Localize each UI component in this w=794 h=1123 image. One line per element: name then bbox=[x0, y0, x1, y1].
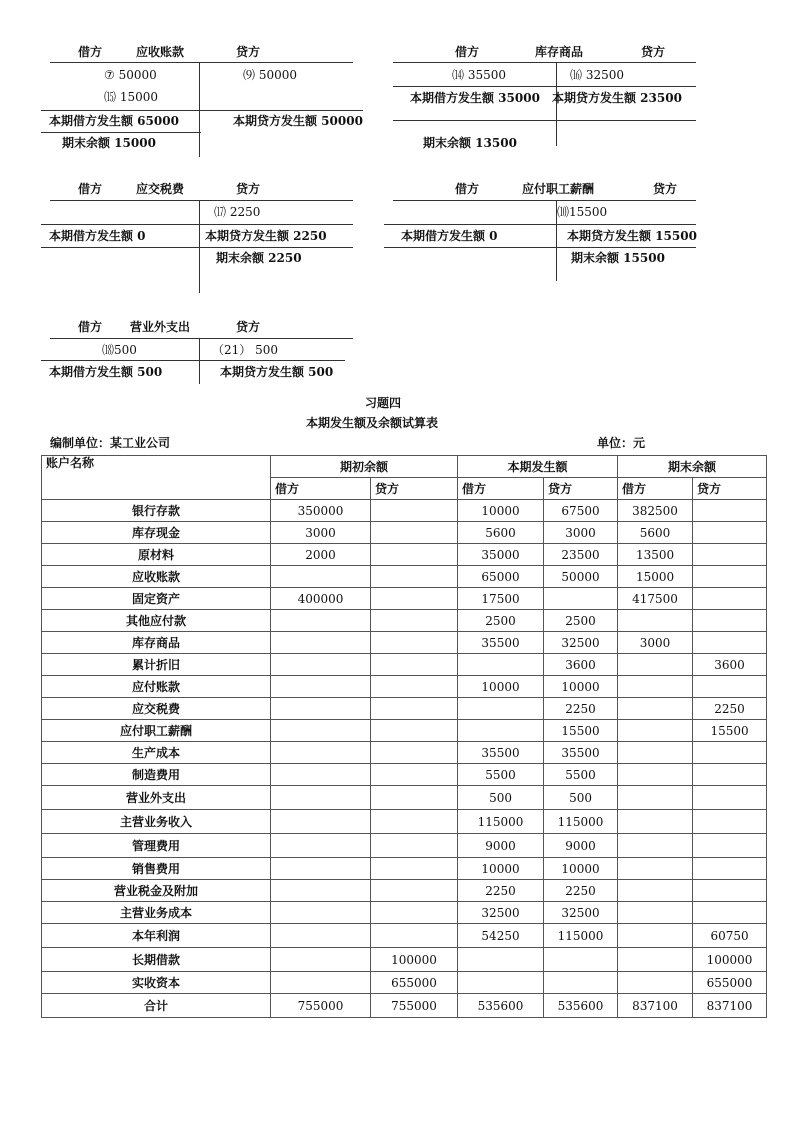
opening-debit-cell: 755000 bbox=[271, 994, 371, 1018]
period-credit-cell: 50000 bbox=[544, 566, 618, 588]
credit-entry: ⒃ 32500 bbox=[570, 68, 624, 82]
ending-debit-cell bbox=[618, 698, 693, 720]
opening-credit-cell: 755000 bbox=[371, 994, 458, 1018]
opening-credit-cell bbox=[371, 654, 458, 676]
t-sum-line bbox=[41, 224, 353, 225]
credit-entry: ⑼ 50000 bbox=[243, 68, 297, 82]
credit-sum: 本期贷方发生额 500 bbox=[220, 365, 334, 379]
ending-debit-cell bbox=[618, 764, 693, 786]
debit-sum: 本期借方发生额 0 bbox=[401, 229, 498, 243]
credit-sum: 本期贷方发生额 15500 bbox=[567, 229, 697, 243]
period-debit-cell: 17500 bbox=[458, 588, 544, 610]
table-row bbox=[42, 902, 767, 924]
account-title: 库存商品 bbox=[535, 45, 584, 59]
account-name-cell: 实收资本 bbox=[42, 972, 271, 994]
debit-sum: 本期借方发生额 500 bbox=[49, 365, 163, 379]
account-name-cell: 累计折旧 bbox=[42, 654, 271, 676]
ending-credit-cell: 837100 bbox=[693, 994, 767, 1018]
opening-debit-cell: 400000 bbox=[271, 588, 371, 610]
ending-debit-cell: 837100 bbox=[618, 994, 693, 1018]
period-debit-cell bbox=[458, 720, 544, 742]
account-name-cell: 原材料 bbox=[42, 544, 271, 566]
ending-credit-cell bbox=[693, 610, 767, 632]
ending-debit-cell bbox=[618, 834, 693, 858]
ending-debit-cell bbox=[618, 610, 693, 632]
ending-debit-cell bbox=[618, 924, 693, 948]
ending-balance: 期末余额 15500 bbox=[571, 251, 665, 265]
col-header-account-name: 账户名称 bbox=[42, 456, 271, 500]
period-credit-cell: 115000 bbox=[544, 810, 618, 834]
opening-debit-cell bbox=[271, 654, 371, 676]
currency-unit: 单位：元 bbox=[597, 436, 646, 450]
account-name-cell: 本年利润 bbox=[42, 924, 271, 948]
credit-label: 贷方 bbox=[641, 45, 666, 59]
opening-debit-cell bbox=[271, 676, 371, 698]
ending-credit-cell bbox=[693, 676, 767, 698]
table-total-row bbox=[42, 994, 767, 1018]
t-top-line bbox=[393, 62, 696, 63]
period-debit-cell: 54250 bbox=[458, 924, 544, 948]
opening-debit-cell bbox=[271, 948, 371, 972]
period-credit-cell: 2250 bbox=[544, 698, 618, 720]
ending-credit-cell bbox=[693, 810, 767, 834]
period-credit-cell: 115000 bbox=[544, 924, 618, 948]
table-row bbox=[42, 810, 767, 834]
period-debit-cell: 535600 bbox=[458, 994, 544, 1018]
period-debit-cell: 10000 bbox=[458, 676, 544, 698]
opening-debit-cell bbox=[271, 786, 371, 810]
account-name-cell: 合计 bbox=[42, 994, 271, 1018]
account-name-cell: 应交税费 bbox=[42, 698, 271, 720]
debit-label: 借方 bbox=[78, 182, 103, 196]
opening-debit-cell bbox=[271, 972, 371, 994]
account-name-cell: 营业税金及附加 bbox=[42, 880, 271, 902]
opening-debit-cell bbox=[271, 698, 371, 720]
table-row bbox=[42, 924, 767, 948]
debit-entry: ⒅500 bbox=[102, 343, 137, 357]
ending-credit-cell: 15500 bbox=[693, 720, 767, 742]
opening-credit-cell bbox=[371, 786, 458, 810]
period-credit-cell: 67500 bbox=[544, 500, 618, 522]
ending-debit-cell bbox=[618, 786, 693, 810]
credit-label: 贷方 bbox=[236, 182, 261, 196]
credit-entry: （21） 500 bbox=[212, 343, 278, 357]
debit-label: 借方 bbox=[455, 182, 480, 196]
account-name-cell: 销售费用 bbox=[42, 858, 271, 880]
period-debit-cell: 35500 bbox=[458, 632, 544, 654]
ending-debit-cell: 15000 bbox=[618, 566, 693, 588]
debit-entry: ⑦ 50000 bbox=[104, 68, 157, 82]
col-group-period-activity: 本期发生额 bbox=[458, 456, 618, 478]
ending-debit-cell bbox=[618, 948, 693, 972]
table-row bbox=[42, 742, 767, 764]
table-row bbox=[42, 948, 767, 972]
ending-credit-cell: 60750 bbox=[693, 924, 767, 948]
table-row bbox=[42, 566, 767, 588]
table-row bbox=[42, 880, 767, 902]
exercise-title: 习题四 bbox=[365, 396, 402, 410]
period-debit-cell: 32500 bbox=[458, 902, 544, 924]
ending-debit-cell bbox=[618, 972, 693, 994]
ending-credit-cell bbox=[693, 566, 767, 588]
opening-credit-cell bbox=[371, 544, 458, 566]
period-debit-cell: 500 bbox=[458, 786, 544, 810]
account-name-cell: 主营业务成本 bbox=[42, 902, 271, 924]
table-title: 本期发生额及余额试算表 bbox=[306, 416, 439, 430]
t-sum-line bbox=[41, 360, 345, 361]
account-name-cell: 库存商品 bbox=[42, 632, 271, 654]
opening-credit-cell bbox=[371, 676, 458, 698]
opening-debit-cell bbox=[271, 834, 371, 858]
credit-entry: ⑽15500 bbox=[557, 205, 608, 219]
opening-credit-cell bbox=[371, 698, 458, 720]
col-header-credit: 贷方 bbox=[693, 478, 767, 500]
period-debit-cell: 5500 bbox=[458, 764, 544, 786]
col-header-credit: 贷方 bbox=[371, 478, 458, 500]
opening-credit-cell bbox=[371, 742, 458, 764]
period-credit-cell: 35500 bbox=[544, 742, 618, 764]
ending-debit-cell bbox=[618, 810, 693, 834]
account-name-cell: 固定资产 bbox=[42, 588, 271, 610]
t-top-line bbox=[50, 62, 353, 63]
period-credit-cell: 32500 bbox=[544, 902, 618, 924]
opening-debit-cell bbox=[271, 566, 371, 588]
account-name-cell: 库存现金 bbox=[42, 522, 271, 544]
debit-entry: ⒁ 35500 bbox=[452, 68, 506, 82]
t-top-line bbox=[50, 338, 353, 339]
debit-label: 借方 bbox=[78, 320, 103, 334]
opening-credit-cell: 100000 bbox=[371, 948, 458, 972]
period-debit-cell bbox=[458, 948, 544, 972]
table-row bbox=[42, 676, 767, 698]
table-row bbox=[42, 834, 767, 858]
period-debit-cell: 2250 bbox=[458, 880, 544, 902]
account-name-cell: 长期借款 bbox=[42, 948, 271, 972]
opening-debit-cell bbox=[271, 880, 371, 902]
col-group-opening-balance: 期初余额 bbox=[271, 456, 458, 478]
period-credit-cell: 3000 bbox=[544, 522, 618, 544]
table-row bbox=[42, 632, 767, 654]
credit-entry: ⒄ 2250 bbox=[214, 205, 261, 219]
ending-credit-cell: 655000 bbox=[693, 972, 767, 994]
ending-debit-cell: 382500 bbox=[618, 500, 693, 522]
opening-credit-cell bbox=[371, 522, 458, 544]
account-name-cell: 管理费用 bbox=[42, 834, 271, 858]
opening-debit-cell bbox=[271, 764, 371, 786]
account-name-cell: 主营业务收入 bbox=[42, 810, 271, 834]
opening-debit-cell bbox=[271, 742, 371, 764]
credit-sum: 本期贷方发生额 23500 bbox=[552, 91, 682, 105]
ending-credit-cell bbox=[693, 902, 767, 924]
account-name-cell: 制造费用 bbox=[42, 764, 271, 786]
credit-label: 贷方 bbox=[236, 45, 261, 59]
t-sum-line bbox=[393, 86, 696, 87]
opening-debit-cell bbox=[271, 610, 371, 632]
table-row bbox=[42, 698, 767, 720]
credit-sum: 本期贷方发生额 50000 bbox=[233, 114, 363, 128]
ending-debit-cell: 5600 bbox=[618, 522, 693, 544]
period-debit-cell: 2500 bbox=[458, 610, 544, 632]
t-top-line bbox=[50, 200, 353, 201]
period-credit-cell bbox=[544, 588, 618, 610]
debit-sum: 本期借方发生额 35000 bbox=[410, 91, 540, 105]
t-sum-line bbox=[384, 247, 696, 248]
ending-debit-cell: 417500 bbox=[618, 588, 693, 610]
ending-credit-cell bbox=[693, 544, 767, 566]
period-debit-cell: 115000 bbox=[458, 810, 544, 834]
period-debit-cell bbox=[458, 654, 544, 676]
ending-credit-cell bbox=[693, 500, 767, 522]
ending-credit-cell bbox=[693, 880, 767, 902]
debit-sum: 本期借方发生额 0 bbox=[49, 229, 146, 243]
col-header-credit: 贷方 bbox=[544, 478, 618, 500]
period-credit-cell: 500 bbox=[544, 786, 618, 810]
compiler-unit: 编制单位：某工业公司 bbox=[50, 436, 171, 450]
ending-credit-cell bbox=[693, 858, 767, 880]
account-title: 应收账款 bbox=[136, 45, 185, 59]
opening-debit-cell bbox=[271, 810, 371, 834]
opening-credit-cell bbox=[371, 566, 458, 588]
opening-credit-cell bbox=[371, 902, 458, 924]
opening-credit-cell bbox=[371, 764, 458, 786]
table-row bbox=[42, 610, 767, 632]
ending-credit-cell: 3600 bbox=[693, 654, 767, 676]
trial-balance-table bbox=[41, 455, 767, 1018]
opening-credit-cell bbox=[371, 858, 458, 880]
ending-debit-cell bbox=[618, 676, 693, 698]
account-name-cell: 应付账款 bbox=[42, 676, 271, 698]
ending-credit-cell bbox=[693, 764, 767, 786]
account-name-cell: 生产成本 bbox=[42, 742, 271, 764]
account-name-cell: 银行存款 bbox=[42, 500, 271, 522]
ending-balance: 期末余额 2250 bbox=[216, 251, 302, 265]
account-name-cell: 营业外支出 bbox=[42, 786, 271, 810]
col-header-debit: 借方 bbox=[458, 478, 544, 500]
ending-credit-cell: 100000 bbox=[693, 948, 767, 972]
ending-debit-cell bbox=[618, 720, 693, 742]
period-credit-cell bbox=[544, 972, 618, 994]
opening-credit-cell: 655000 bbox=[371, 972, 458, 994]
ending-debit-cell bbox=[618, 742, 693, 764]
period-credit-cell: 3600 bbox=[544, 654, 618, 676]
period-debit-cell bbox=[458, 698, 544, 720]
period-credit-cell: 2500 bbox=[544, 610, 618, 632]
credit-label: 贷方 bbox=[236, 320, 261, 334]
credit-sum: 本期贷方发生额 2250 bbox=[205, 229, 327, 243]
account-name-cell: 应付职工薪酬 bbox=[42, 720, 271, 742]
table-row bbox=[42, 500, 767, 522]
opening-debit-cell bbox=[271, 720, 371, 742]
period-credit-cell: 32500 bbox=[544, 632, 618, 654]
t-sum-line bbox=[384, 224, 696, 225]
period-credit-cell: 535600 bbox=[544, 994, 618, 1018]
opening-credit-cell bbox=[371, 720, 458, 742]
opening-debit-cell: 2000 bbox=[271, 544, 371, 566]
ending-credit-cell bbox=[693, 786, 767, 810]
ending-debit-cell: 3000 bbox=[618, 632, 693, 654]
ending-debit-cell bbox=[618, 880, 693, 902]
period-debit-cell: 9000 bbox=[458, 834, 544, 858]
opening-debit-cell: 3000 bbox=[271, 522, 371, 544]
t-sum-line bbox=[393, 120, 696, 121]
col-group-ending-balance: 期末余额 bbox=[618, 456, 767, 478]
opening-debit-cell bbox=[271, 858, 371, 880]
account-name-cell: 应收账款 bbox=[42, 566, 271, 588]
table-row bbox=[42, 972, 767, 994]
ending-credit-cell bbox=[693, 588, 767, 610]
opening-debit-cell: 350000 bbox=[271, 500, 371, 522]
ending-credit-cell bbox=[693, 742, 767, 764]
ending-balance: 期末余额 15000 bbox=[62, 136, 156, 150]
opening-credit-cell bbox=[371, 834, 458, 858]
opening-debit-cell bbox=[271, 924, 371, 948]
debit-label: 借方 bbox=[455, 45, 480, 59]
period-credit-cell: 5500 bbox=[544, 764, 618, 786]
period-credit-cell: 15500 bbox=[544, 720, 618, 742]
period-credit-cell: 10000 bbox=[544, 676, 618, 698]
period-credit-cell: 10000 bbox=[544, 858, 618, 880]
col-header-debit: 借方 bbox=[271, 478, 371, 500]
table-row bbox=[42, 522, 767, 544]
opening-credit-cell bbox=[371, 924, 458, 948]
opening-credit-cell bbox=[371, 880, 458, 902]
debit-entry: ⒂ 15000 bbox=[104, 90, 158, 104]
ending-debit-cell bbox=[618, 654, 693, 676]
ending-debit-cell bbox=[618, 902, 693, 924]
table-row bbox=[42, 858, 767, 880]
period-debit-cell: 10000 bbox=[458, 858, 544, 880]
trial-balance-body bbox=[42, 500, 767, 1018]
period-debit-cell: 35000 bbox=[458, 544, 544, 566]
period-credit-cell: 23500 bbox=[544, 544, 618, 566]
opening-credit-cell bbox=[371, 500, 458, 522]
period-credit-cell bbox=[544, 948, 618, 972]
account-name-cell: 其他应付款 bbox=[42, 610, 271, 632]
ending-debit-cell bbox=[618, 858, 693, 880]
table-row bbox=[42, 720, 767, 742]
col-header-debit: 借方 bbox=[618, 478, 693, 500]
period-credit-cell: 2250 bbox=[544, 880, 618, 902]
ending-credit-cell bbox=[693, 632, 767, 654]
ending-balance: 期末余额 13500 bbox=[423, 136, 517, 150]
credit-label: 贷方 bbox=[653, 182, 678, 196]
period-credit-cell: 9000 bbox=[544, 834, 618, 858]
table-row bbox=[42, 588, 767, 610]
period-debit-cell: 35500 bbox=[458, 742, 544, 764]
t-vertical-line bbox=[199, 338, 200, 384]
table-row bbox=[42, 764, 767, 786]
period-debit-cell: 65000 bbox=[458, 566, 544, 588]
table-row bbox=[42, 654, 767, 676]
opening-debit-cell bbox=[271, 632, 371, 654]
account-title: 应交税费 bbox=[136, 182, 185, 196]
table-row bbox=[42, 544, 767, 566]
opening-credit-cell bbox=[371, 610, 458, 632]
account-title: 应付职工薪酬 bbox=[522, 182, 595, 196]
table-row bbox=[42, 786, 767, 810]
t-sum-line bbox=[41, 110, 363, 111]
t-top-line bbox=[393, 200, 696, 201]
opening-credit-cell bbox=[371, 810, 458, 834]
ending-credit-cell bbox=[693, 522, 767, 544]
t-sum-line bbox=[41, 132, 201, 133]
debit-label: 借方 bbox=[78, 45, 103, 59]
debit-sum: 本期借方发生额 65000 bbox=[49, 114, 179, 128]
ending-credit-cell: 2250 bbox=[693, 698, 767, 720]
account-title: 营业外支出 bbox=[130, 320, 191, 334]
t-sum-line bbox=[41, 247, 353, 248]
opening-credit-cell bbox=[371, 588, 458, 610]
period-debit-cell: 5600 bbox=[458, 522, 544, 544]
opening-credit-cell bbox=[371, 632, 458, 654]
period-debit-cell: 10000 bbox=[458, 500, 544, 522]
ending-debit-cell: 13500 bbox=[618, 544, 693, 566]
ending-credit-cell bbox=[693, 834, 767, 858]
opening-debit-cell bbox=[271, 902, 371, 924]
period-debit-cell bbox=[458, 972, 544, 994]
